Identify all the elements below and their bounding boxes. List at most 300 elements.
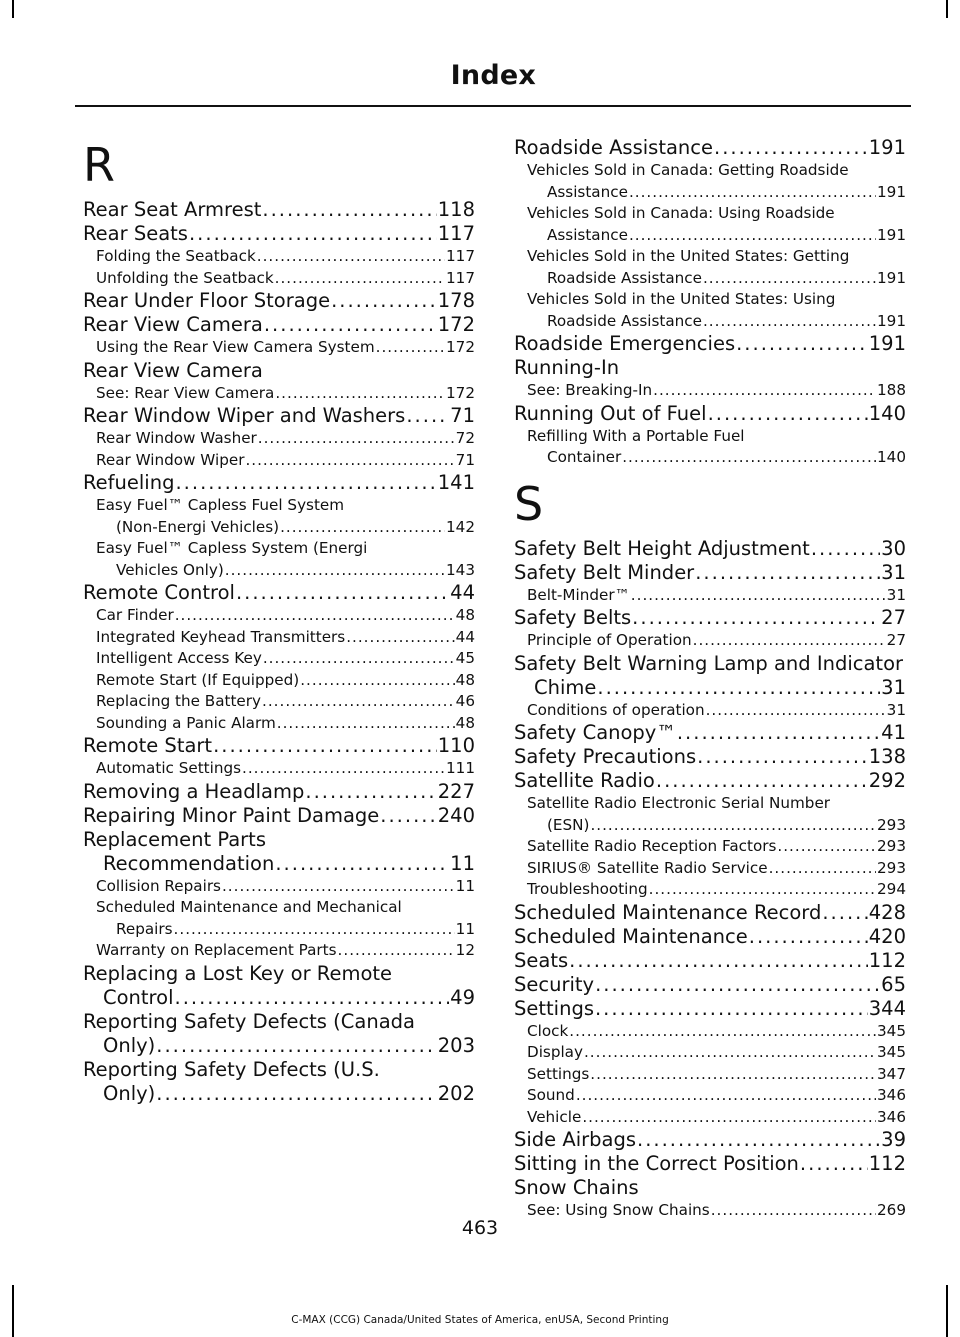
entry-page-number: 117 (437, 222, 475, 245)
entry-line (96, 538, 475, 560)
entry-text: Easy Fuel™ Capless Fuel System (96, 496, 345, 514)
dot-leader (305, 780, 436, 804)
entry-text: Vehicle (527, 1107, 582, 1126)
index-subentry (83, 428, 475, 450)
crop-mark-top-left (12, 0, 14, 18)
index-subentry (83, 940, 475, 962)
dot-leader (706, 700, 886, 722)
dot-leader (749, 925, 868, 949)
entry-line (83, 359, 475, 383)
entry-line (514, 356, 906, 380)
index-entry (83, 198, 475, 222)
entry-line (514, 925, 906, 949)
dot-leader (242, 758, 445, 780)
entry-line (527, 311, 906, 333)
entry-page-number: 111 (446, 759, 475, 777)
dot-leader (156, 1082, 436, 1106)
entry-line (83, 313, 475, 337)
index-entry (514, 402, 906, 426)
entry-line (514, 136, 906, 160)
index-subentry (83, 876, 475, 898)
entry-text: Only) (103, 1033, 156, 1057)
index-entry (514, 721, 906, 745)
index-entry (83, 804, 475, 828)
entry-line (514, 949, 906, 973)
entry-line (527, 585, 906, 607)
index-entry (514, 745, 906, 769)
entry-text: Car Finder (96, 606, 174, 624)
entry-text: Scheduled Maintenance Record (514, 900, 822, 924)
entry-page-number: 48 (455, 670, 475, 689)
dot-leader (331, 289, 437, 313)
entry-page-number: 71 (455, 450, 475, 469)
dot-leader (708, 402, 868, 426)
entry-text: Collision Repairs (96, 876, 221, 895)
dot-leader (275, 268, 445, 290)
dot-leader (584, 1042, 876, 1064)
entry-text: See: Breaking-In (527, 381, 653, 399)
entry-text: Rear Window Wiper (96, 450, 245, 469)
entry-line (527, 380, 906, 402)
entry-line (96, 897, 475, 919)
dot-leader (576, 1085, 876, 1107)
entry-text: Vehicles Only) (116, 560, 224, 579)
entry-page-number: 172 (446, 338, 475, 356)
index-entry (514, 1152, 906, 1176)
entry-page-number: 345 (877, 1021, 906, 1040)
index-subentry (514, 700, 906, 722)
entry-text: Safety Belt Warning Lamp and Indicator (514, 651, 904, 675)
entry-line (96, 246, 475, 268)
entry-text: Display (527, 1043, 583, 1061)
dot-leader (693, 630, 886, 652)
index-subentry (83, 337, 475, 359)
entry-text: Repairing Minor Paint Damage (83, 803, 380, 827)
entry-page-number: 293 (877, 815, 906, 834)
entry-page-number: 112 (868, 948, 906, 972)
entry-line (527, 1042, 906, 1064)
entry-line (527, 700, 906, 722)
entry-page-number: 27 (886, 631, 906, 649)
entry-text: Rear View Camera (83, 358, 263, 382)
entry-text: Folding the Seatback (96, 247, 256, 265)
entry-page-number: 31 (881, 560, 906, 584)
entry-line (83, 962, 475, 986)
dot-leader (590, 815, 876, 837)
index-subentry (514, 246, 906, 289)
entry-page-number: 227 (437, 779, 475, 803)
entry-page-number: 172 (446, 383, 475, 402)
entry-text: Scheduled Maintenance and Mechanical (96, 898, 402, 916)
index-subentry (83, 897, 475, 940)
entry-line (527, 815, 906, 837)
entry-text: SIRIUS® Satellite Radio Service (527, 858, 768, 877)
entry-line (83, 1034, 475, 1058)
entry-page-number: 31 (886, 585, 906, 604)
entry-page-number: 110 (437, 734, 475, 757)
dot-leader (346, 627, 454, 649)
entry-page-number: 202 (437, 1081, 475, 1105)
index-subentry (514, 858, 906, 880)
index-entry (514, 332, 906, 356)
index-entry (514, 997, 906, 1021)
entry-page-number: 292 (868, 769, 906, 792)
entry-text: Satellite Radio Reception Factors (527, 837, 777, 855)
entry-page-number: 27 (881, 606, 906, 629)
dot-leader (811, 537, 880, 561)
dot-leader (225, 560, 445, 582)
entry-line (83, 1082, 475, 1106)
dot-leader (222, 876, 455, 898)
dot-leader (629, 225, 876, 247)
entry-text: Intelligent Access Key (96, 649, 262, 667)
entry-text: Settings (527, 1064, 590, 1083)
entry-page-number: 345 (877, 1043, 906, 1061)
dot-leader (714, 136, 868, 160)
entry-line (96, 268, 475, 290)
entry-text: Settings (514, 996, 594, 1020)
dot-leader (777, 836, 876, 858)
entry-line (83, 852, 475, 876)
entry-page-number: 31 (881, 675, 906, 699)
entry-page-number: 293 (877, 837, 906, 855)
index-subentry (83, 495, 475, 538)
entry-page-number: 143 (446, 560, 475, 579)
dot-leader (653, 380, 876, 402)
entry-line (527, 858, 906, 880)
index-entry (83, 828, 475, 876)
section-letter: S (514, 476, 544, 531)
entry-page-number: 117 (446, 268, 475, 287)
title-rule (75, 105, 911, 107)
entry-line (514, 676, 906, 700)
dot-leader (263, 648, 455, 670)
entry-page-number: 191 (877, 182, 906, 201)
entry-line (83, 471, 475, 495)
entry-line (514, 332, 906, 356)
entry-text: Rear Under Floor Storage (83, 289, 331, 312)
index-subentry (514, 1042, 906, 1064)
index-subentry (83, 450, 475, 472)
dot-leader (822, 901, 867, 925)
entry-line (527, 426, 906, 448)
dot-leader (275, 383, 445, 405)
dot-leader (582, 1107, 876, 1129)
entry-line (96, 876, 475, 898)
entry-text: Safety Belt Height Adjustment (514, 536, 810, 560)
entry-text: Belt-Minder™ (527, 585, 630, 604)
index-subentry (514, 1085, 906, 1107)
index-entry (514, 1176, 906, 1200)
entry-line (83, 1010, 475, 1034)
dot-leader (189, 222, 437, 246)
index-subentry (514, 160, 906, 203)
index-entry (83, 1058, 475, 1106)
entry-page-number: 39 (881, 1128, 906, 1151)
dot-leader (300, 670, 454, 692)
entry-line (83, 198, 475, 222)
dot-leader (236, 581, 449, 605)
entry-line (83, 1058, 475, 1082)
entry-line (514, 973, 906, 997)
entry-text: Snow Chains (514, 1176, 639, 1199)
entry-line (527, 289, 906, 311)
dot-leader (380, 804, 436, 828)
entry-text: Assistance (547, 182, 628, 201)
entry-page-number: 30 (881, 536, 906, 560)
entry-text: Replacement Parts (83, 827, 266, 851)
entry-text: Rear Seat Armrest (83, 198, 262, 221)
dot-leader (406, 404, 449, 428)
entry-text: Roadside Emergencies (514, 332, 736, 355)
index-entry (514, 606, 906, 630)
index-subentry (83, 648, 475, 670)
entry-text: Vehicles Sold in the United States: Getting (527, 247, 850, 265)
entry-page-number: 141 (437, 471, 475, 494)
dot-leader (703, 311, 876, 333)
entry-page-number: 142 (446, 517, 475, 536)
entry-text: Sitting in the Correct Position (514, 1152, 799, 1175)
entry-line (514, 1128, 906, 1152)
entry-line (527, 1107, 906, 1129)
dot-leader (338, 940, 455, 962)
entry-page-number: 49 (450, 985, 475, 1009)
dot-leader (595, 997, 868, 1021)
entry-text: Recommendation (103, 851, 275, 875)
index-entry (514, 1128, 906, 1152)
crop-mark-bottom-left (12, 1285, 14, 1337)
index-subentry (83, 268, 475, 290)
dot-leader (245, 450, 454, 472)
entry-text: Remote Control (83, 581, 235, 604)
entry-text: (ESN) (547, 815, 590, 834)
entry-line (96, 627, 475, 649)
entry-text: Roadside Assistance (547, 268, 702, 287)
entry-page-number: 346 (877, 1107, 906, 1126)
entry-line (514, 652, 906, 676)
index-subentry (514, 380, 906, 402)
index-subentry (514, 1064, 906, 1086)
entry-text: Scheduled Maintenance (514, 924, 748, 948)
index-entry (514, 136, 906, 160)
entry-text: Principle of Operation (527, 631, 692, 649)
index-entry (83, 780, 475, 804)
entry-line (527, 630, 906, 652)
entry-page-number: 48 (455, 713, 475, 732)
index-subentry (514, 1021, 906, 1043)
entry-line (96, 450, 475, 472)
entry-text: Refilling With a Portable Fuel (527, 426, 745, 445)
entry-text: Safety Belts (514, 606, 632, 629)
dot-leader (622, 447, 876, 469)
entry-line (527, 203, 906, 225)
entry-text: Running-In (514, 356, 620, 379)
dot-leader (703, 268, 876, 290)
index-subentry (83, 538, 475, 581)
entry-line (514, 561, 906, 585)
entry-text: See: Rear View Camera (96, 383, 275, 402)
entry-line (514, 901, 906, 925)
entry-text: Running Out of Fuel (514, 401, 707, 425)
entry-line (514, 769, 906, 793)
entry-line (83, 780, 475, 804)
index-entry (514, 769, 906, 793)
dot-leader (677, 721, 880, 745)
entry-line (96, 383, 475, 405)
dot-leader (800, 1152, 868, 1176)
index-subentry (514, 630, 906, 652)
entry-page-number: 44 (455, 627, 475, 646)
entry-page-number: 65 (881, 972, 906, 996)
entry-page-number: 118 (437, 198, 475, 221)
dot-leader (649, 879, 876, 901)
entry-line (96, 758, 475, 780)
index-subentry (83, 758, 475, 780)
entry-text: Safety Belt Minder (514, 560, 695, 584)
entry-page-number: 72 (455, 429, 475, 447)
entry-page-number: 46 (455, 692, 475, 710)
entry-line (514, 402, 906, 426)
entry-text: Safety Canopy™ (514, 721, 676, 744)
entry-page-number: 294 (877, 880, 906, 898)
entry-text: Chime (534, 675, 597, 699)
entry-text: Rear Window Washer (96, 429, 257, 447)
dot-leader (174, 919, 455, 941)
dot-leader (590, 1064, 876, 1086)
index-subentry (83, 670, 475, 692)
entry-line (514, 997, 906, 1021)
index-entry (514, 901, 906, 925)
dot-leader (629, 182, 876, 204)
dot-leader (277, 713, 455, 735)
dot-leader (569, 949, 868, 973)
entry-text: Removing a Headlamp (83, 779, 305, 803)
entry-line (96, 337, 475, 359)
dot-leader (175, 986, 450, 1010)
entry-line (83, 986, 475, 1010)
index-entry (83, 1010, 475, 1058)
index-entry (514, 949, 906, 973)
index-entry (83, 222, 475, 246)
crop-mark-bottom-right (946, 1285, 948, 1337)
entry-line (527, 879, 906, 901)
entry-line (527, 447, 906, 469)
entry-page-number: 138 (868, 745, 906, 768)
entry-text: Troubleshooting (527, 880, 648, 898)
entry-line (96, 691, 475, 713)
entry-line (83, 404, 475, 428)
entry-page-number: 269 (877, 1201, 906, 1219)
dot-leader (656, 769, 868, 793)
index-entry (514, 537, 906, 561)
index-column-left (83, 136, 475, 1106)
dot-leader (257, 246, 445, 268)
dot-leader (769, 858, 876, 880)
entry-line (527, 268, 906, 290)
index-entry (83, 289, 475, 313)
dot-leader (632, 606, 880, 630)
entry-line (83, 734, 475, 758)
index-entry (514, 925, 906, 949)
dot-leader (175, 471, 436, 495)
entry-text: Repairs (116, 919, 173, 938)
index-entry (83, 734, 475, 758)
entry-line (96, 495, 475, 517)
dot-leader (262, 691, 455, 713)
entry-line (96, 605, 475, 627)
entry-text: See: Using Snow Chains (527, 1201, 710, 1219)
index-entry (514, 356, 906, 380)
entry-page-number: 191 (877, 311, 906, 330)
entry-page-number: 346 (877, 1086, 906, 1104)
entry-text: Easy Fuel™ Capless System (Energi (96, 539, 368, 557)
dot-leader (264, 313, 437, 337)
entry-line (96, 560, 475, 582)
index-subentry (83, 246, 475, 268)
index-subentry (83, 605, 475, 627)
entry-line (527, 1064, 906, 1086)
entry-line (527, 793, 906, 815)
index-subentry (514, 836, 906, 858)
entry-text: Using the Rear View Camera System (96, 338, 375, 356)
dot-leader (736, 332, 868, 356)
entry-text: Clock (527, 1021, 569, 1040)
index-subentry (514, 585, 906, 607)
index-entry (83, 404, 475, 428)
entry-line (527, 836, 906, 858)
index-subentry (83, 383, 475, 405)
entry-text: Satellite Radio Electronic Serial Number (527, 794, 831, 812)
entry-page-number: 191 (877, 268, 906, 287)
dot-leader (595, 973, 880, 997)
dot-leader (175, 605, 455, 627)
entry-text: Sounding a Panic Alarm (96, 713, 276, 732)
dot-leader (695, 561, 880, 585)
entry-text: Container (547, 448, 622, 466)
index-column-right (514, 136, 906, 1222)
page-title: Index (450, 60, 536, 91)
index-subentry (514, 426, 906, 469)
index-entry (83, 359, 475, 383)
entry-text: Reporting Safety Defects (Canada (83, 1009, 415, 1033)
entry-text: Seats (514, 948, 569, 972)
entry-text: Roadside Assistance (547, 311, 702, 330)
entry-text: Remote Start (83, 734, 213, 757)
footer-text: C-MAX (CCG) Canada/United States of America, enUSA, Second Printing (291, 1314, 669, 1326)
index-subentry (514, 1107, 906, 1129)
entry-line (96, 648, 475, 670)
index-subentry (83, 713, 475, 735)
entry-page-number: 31 (886, 700, 906, 719)
dot-leader (597, 676, 880, 700)
dot-leader (156, 1034, 436, 1058)
entry-text: Roadside Assistance (514, 136, 713, 159)
entry-line (96, 517, 475, 539)
entry-text: Side Airbags (514, 1128, 637, 1151)
entry-text: Replacing a Lost Key or Remote (83, 961, 393, 985)
entry-line (514, 1152, 906, 1176)
entry-page-number: 140 (868, 401, 906, 425)
entry-text: Reporting Safety Defects (U.S. (83, 1057, 380, 1081)
entry-page-number: 11 (455, 919, 475, 938)
index-subentry (514, 793, 906, 836)
entry-text: Control (103, 985, 174, 1009)
entry-line (96, 428, 475, 450)
index-entry (514, 652, 906, 700)
entry-page-number: 117 (446, 247, 475, 265)
section-letter: R (83, 138, 115, 192)
page-number: 463 (461, 1217, 499, 1239)
